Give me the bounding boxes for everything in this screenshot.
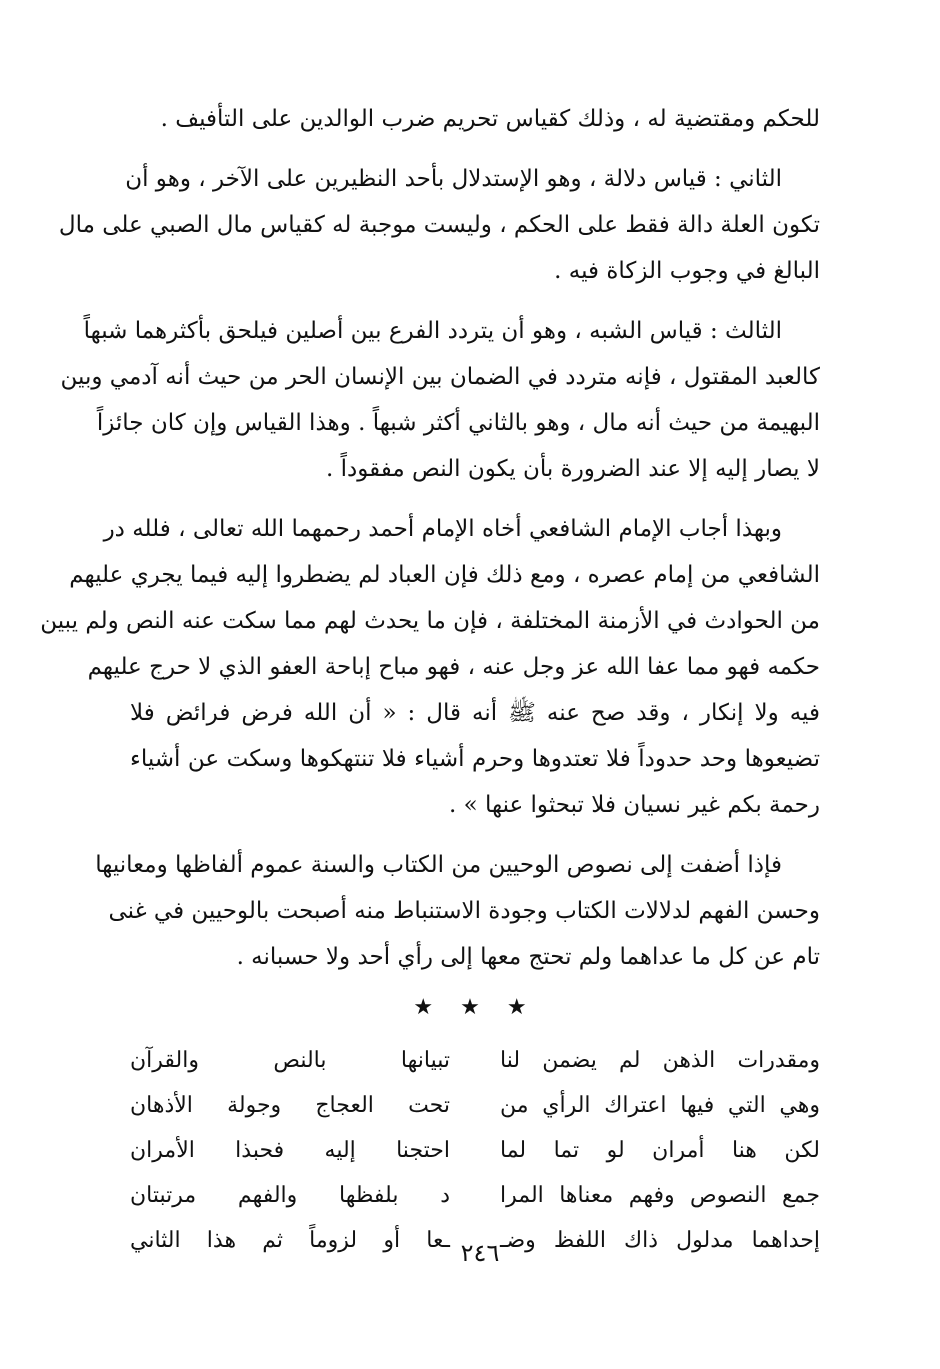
paragraph-line: فيه ولا إنكار ، وقد صح عنه ﷺ أنه قال : « أن الله فرض فرائض فلا — [130, 700, 820, 726]
page-body — [40, 96, 820, 1263]
paragraph-line: تكون العلة دالة فقط على الحكم ، وليست موجبة له كقياس مال الصبي على مال — [58, 212, 820, 238]
poem-second-hemistich: تبيانها بالنص والقرآن — [130, 1048, 450, 1073]
paragraph-line: الشافعي من إمام عصره ، ومع ذلك فإن العباد لم يضطروا إليه فيما يجري عليهم — [69, 562, 820, 588]
poem-first-hemistich: ومقدرات الذهن لم يضمن لنا — [500, 1048, 820, 1073]
paragraph-line: من الحوادث في الأزمنة المختلفة ، فإن ما يحدث لهم مما سكت عنه النص ولم يبين — [40, 608, 820, 634]
section-separator: ★ ★ ★ — [413, 995, 537, 1020]
paragraph-line: تام عن كل ما عداهما ولم تحتج معها إلى رأي أحد ولا حسبانه . — [236, 944, 820, 970]
poem-gap — [450, 1173, 500, 1218]
paragraph-line: حكمه فهو مما عفا الله عز وجل عنه ، فهو مباح إباحة العفو الذي لا حرج عليهم — [87, 654, 820, 680]
paragraph-line: وحسن الفهم لدلالات الكتاب وجودة الاستنباط منه أصبحت بالوحيين في غنى — [108, 898, 820, 924]
paragraph-line: وبهذا أجاب الإمام الشافعي أخاه الإمام أحمد رحمهما الله تعالى ، فلله در — [103, 516, 782, 542]
paragraph-line: رحمة بكم غير نسيان فلا تبحثوا عنها » . — [448, 792, 820, 818]
poem-second-hemistich: احتجنا إليه فحبذا الأمران — [130, 1138, 450, 1163]
paragraph-line: كالعبد المقتول ، فإنه متردد في الضمان بين الإنسان الحر من حيث أنه آدمي وبين — [60, 364, 820, 390]
poem-first-hemistich: وهي التي فيها اعتراك الرأي من — [500, 1093, 820, 1118]
poem-second-hemistich: د بلفظها والفهم مرتبتان — [130, 1183, 450, 1208]
paragraph-line: البالغ في وجوب الزكاة فيه . — [554, 258, 820, 284]
paragraph-1 — [130, 96, 820, 142]
poem-gap — [450, 1083, 500, 1128]
paragraph-2 — [58, 156, 820, 294]
paragraph-3 — [60, 308, 820, 492]
poem-gap — [450, 1128, 500, 1173]
poem-gap — [450, 1038, 500, 1083]
paragraph-line: تضيعوها وحد حدوداً فلا تعتدوها وحرم أشياء فلا تنتهكوها وسكت عن أشياء — [130, 746, 820, 772]
poem-first-hemistich: جمع النصوص وفهم معناها المرا — [500, 1183, 820, 1208]
paragraph-line: للحكم ومقتضية له ، وذلك كقياس تحريم ضرب الوالدين على التأفيف . — [160, 106, 820, 132]
paragraph-4 — [40, 506, 820, 828]
paragraph-line: البهيمة من حيث أنه مال ، وهو بالثاني أكثر شبهاً . وهذا القياس وإن كان جائزاً — [96, 410, 820, 436]
page-number: ٢٤٦ — [460, 1239, 500, 1267]
poem-second-hemistich: ـعا أو لزوماً ثم هذا الثاني — [130, 1228, 450, 1253]
paragraph-5 — [95, 842, 820, 980]
paragraph-line: فإذا أضفت إلى نصوص الوحيين من الكتاب والسنة عموم ألفاظها ومعانيها — [95, 852, 782, 878]
paragraph-line: الثاني : قياس دلالة ، وهو الإستدلال بأحد النظيرين على الآخر ، وهو أن — [125, 166, 782, 192]
poem-first-hemistich: لكن هنا أمران لو تما لما — [500, 1138, 820, 1163]
poem-second-hemistich: تحت العجاج وجولة الأذهان — [130, 1093, 450, 1118]
poem-first-hemistich: إحداهما مدلول ذاك اللفظ وضـ — [500, 1228, 820, 1253]
paragraph-line: الثالث : قياس الشبه ، وهو أن يتردد الفرع بين أصلين فيلحق بأكثرهما شبهاً — [83, 318, 782, 344]
paragraph-line: لا يصار إليه إلا عند الضرورة بأن يكون النص مفقوداً . — [325, 456, 820, 482]
poem — [130, 1038, 820, 1263]
